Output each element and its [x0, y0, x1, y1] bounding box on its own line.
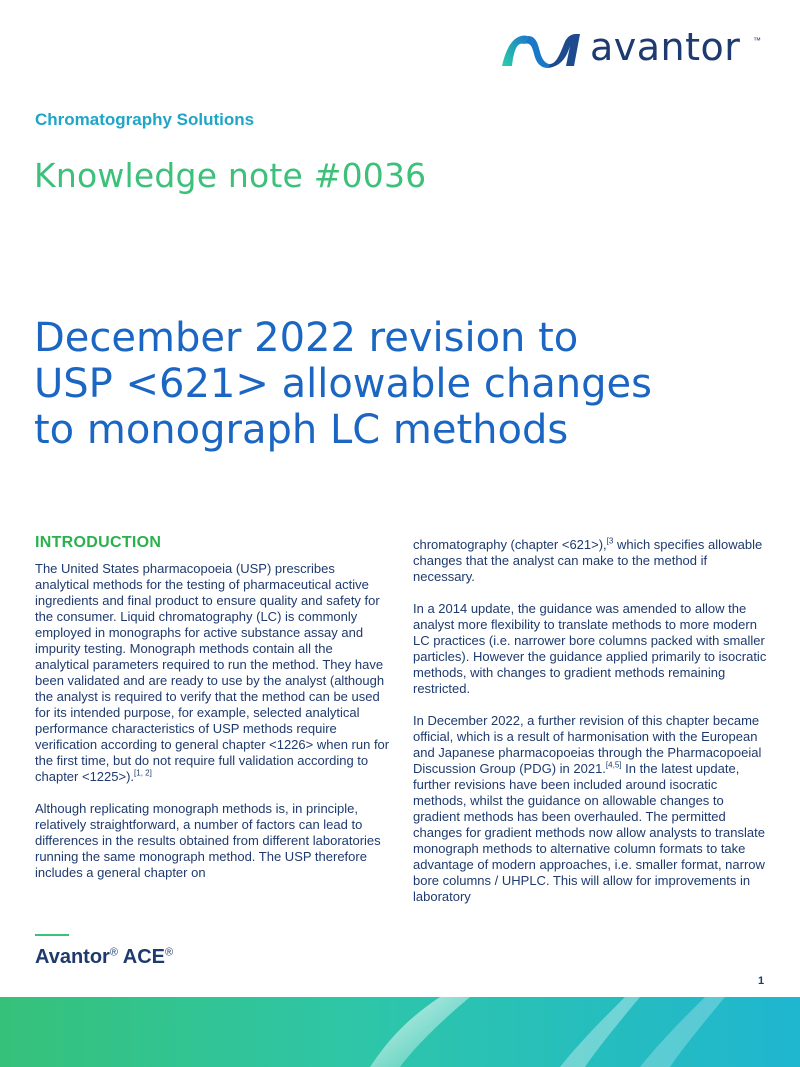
right-column [413, 537, 768, 921]
right-paragraph-2: In a 2014 update, the guidance was amended to allow the analyst more flexibility to translate methods to more modern LC practices (i.e. narrower bore columns packed with smaller particles). However the guidance applied primarily to isocratic methods, with changes to gradient methods remaining restricted. [413, 601, 767, 696]
avantor-ace-brand [35, 946, 173, 969]
footer-accent-rule [35, 934, 69, 936]
footer-gradient-band [0, 997, 800, 1067]
knowledge-note-number: Knowledge note #0036 [34, 156, 427, 195]
reference-marker[interactable]: [1, 2] [134, 768, 152, 778]
introduction-heading: INTRODUCTION [35, 534, 162, 551]
intro-paragraph-2: Although replicating monograph methods is, in principle, relatively straightforward, a number of factors can lead to differences in the results obtained from different laboratories running the same monograph method. The USP therefore includes a general chapter on [35, 801, 381, 880]
avantor-logo [498, 25, 768, 70]
section-label: Chromatography Solutions [35, 110, 255, 129]
brand-name: Avantor [35, 946, 110, 968]
title-line: to monograph LC methods [34, 407, 569, 453]
reference-marker[interactable]: [4,5] [605, 760, 622, 770]
title-line: USP <621> allowable changes [34, 361, 652, 407]
registered-mark: ® [109, 946, 118, 959]
title-line: December 2022 revision to [34, 315, 579, 361]
right-paragraph-3 [413, 713, 768, 905]
reference-marker[interactable]: [3 [606, 536, 614, 546]
avantor-logo-mark-icon [498, 30, 583, 70]
paragraph-text: chromatography (chapter <621>), [413, 537, 607, 552]
intro-paragraph-1 [35, 561, 390, 785]
paragraph-text: In December 2022, a further revision of this chapter became official, which is a result of harmonisation with the European and Japanese pharmacopoeias through the Pharmacopoeial Discussion Group (PDG) in 2021. [413, 713, 762, 776]
registered-mark: ® [165, 946, 174, 959]
paragraph-text: In the latest update, further revisions have been included around isocratic methods, whilst the guidance on allowable changes to gradient methods has been overhauled. The permitted changes for gradient methods now allow analysts to translate monograph methods to alternative column formats to take advantage of modern approaches, i.e. smaller format, narrow bore columns / UHPLC. This will allow for improvements in laboratory [413, 761, 765, 904]
paragraph-text: The United States pharmacopoeia (USP) prescribes analytical methods for the testing of pharmaceutical active ingredients and final product to ensure quality and safety for the consumer. Liquid chromatography (LC) is commonly employed in monographs for active substance assay and impurity testing. Monograph methods contain all the analytical parameters required to run the method. They have been validated and are ready to use by the analyst (although the analyst is required to verify that the method can be used for its intended purpose, for example, selected analytical performance characteristics of USP methods require verification according to general chapter <1226> when run for the first time, but do not require full validation according to chapter <1225>). [35, 561, 390, 784]
document-title [34, 315, 734, 453]
paragraph-text: which specifies allowable changes that the analyst can make to the method if necessary. [413, 537, 763, 584]
product-name: ACE [122, 946, 165, 968]
logo-trademark: ™ [753, 36, 761, 45]
right-paragraph-1 [413, 537, 768, 585]
page-number: 1 [758, 975, 765, 987]
logo-wordmark: avantor [590, 25, 741, 69]
left-column [35, 535, 390, 897]
